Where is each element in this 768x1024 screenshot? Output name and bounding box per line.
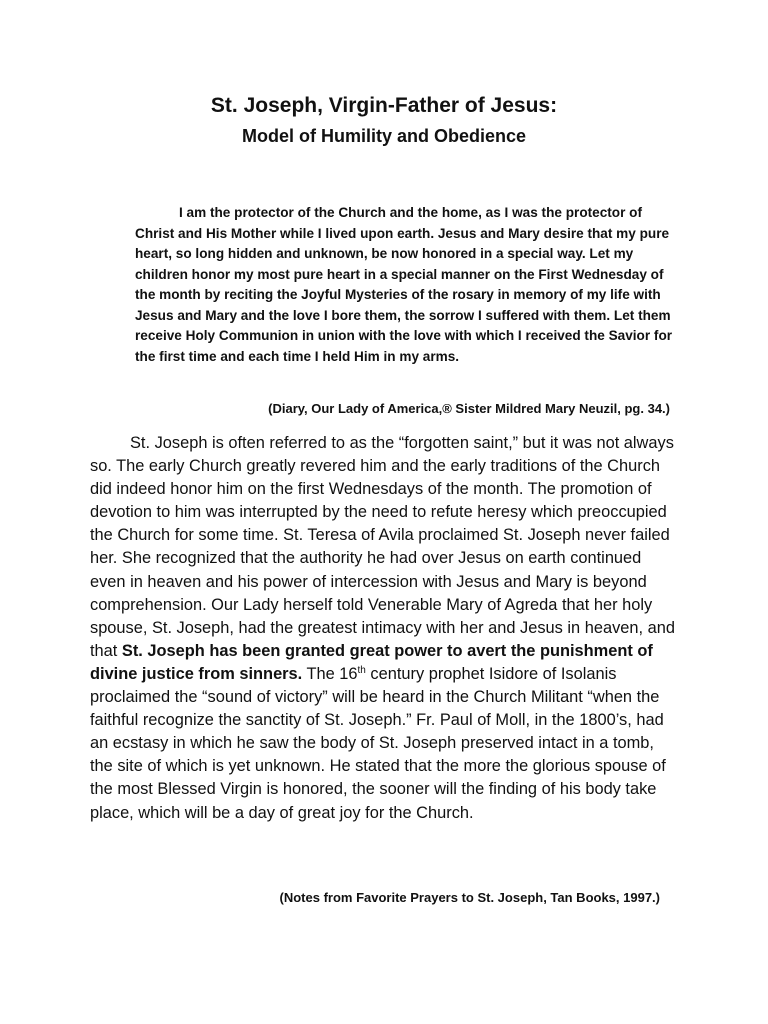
- body-emphasis: St. Joseph has been granted great power to avert the punishment of divine justice from sinners.: [90, 641, 653, 683]
- notes-citation: (Notes from Favorite Prayers to St. Joseph, Tan Books, 1997.): [279, 890, 660, 905]
- body-text-part3: century prophet Isidore of Isolanis proclaimed the “sound of victory” will be heard in the Church Militant “when the faithful recognize the sanctity of St. Joseph.” Fr. Paul of Moll, in the 1800’s, had an ecstasy in which he saw the body of St. Joseph preserved intact in a tomb, the site of which is yet unknown. He stated that the more the glorious spouse of the most Blessed Virgin is honored, the sooner will the finding of his body take place, which will be a day of great joy for the Church.: [90, 664, 666, 822]
- quote-paragraph: I am the protector of the Church and the home, as I was the protector of Christ and His Mother while I lived upon earth. Jesus and Mary desire that my pure heart, so long hidden and unknown, be now honored in a special way. Let my children honor my most pure heart in a special manner on the First Wednesday of the month by reciting the Joyful Mysteries of the rosary in memory of my life with Jesus and Mary and the love I bore them, the sorrow I suffered with them. Let them receive Holy Communion in union with the love with which I received the Savior for the first time and each time I held Him in my arms.: [135, 205, 673, 364]
- body-text-part2: The 16: [302, 664, 358, 683]
- page-title: St. Joseph, Virgin-Father of Jesus:: [210, 94, 558, 117]
- ordinal-superscript: th: [357, 664, 366, 676]
- body-paragraph: [90, 432, 680, 825]
- body-text-part1: St. Joseph is often referred to as the “forgotten saint,” but it was not always so. The early Church greatly revered him and the early traditions of the Church did indeed honor him on the first Wednesdays of the month. The promotion of devotion to him was interrupted by the need to refute heresy which preoccupied the Church for some time. St. Teresa of Avila proclaimed St. Joseph never failed her. She recognized that the authority he had over Jesus on earth continued even in heaven and his power of intercession with Jesus and Mary is beyond comprehension. Our Lady herself told Venerable Mary of Agreda that her holy spouse, St. Joseph, had the greatest intimacy with her and Jesus in heaven, and that: [90, 434, 675, 660]
- page-subtitle: Model of Humility and Obedience: [241, 126, 527, 146]
- quote-citation: (Diary, Our Lady of America,® Sister Mildred Mary Neuzil, pg. 34.): [268, 401, 670, 416]
